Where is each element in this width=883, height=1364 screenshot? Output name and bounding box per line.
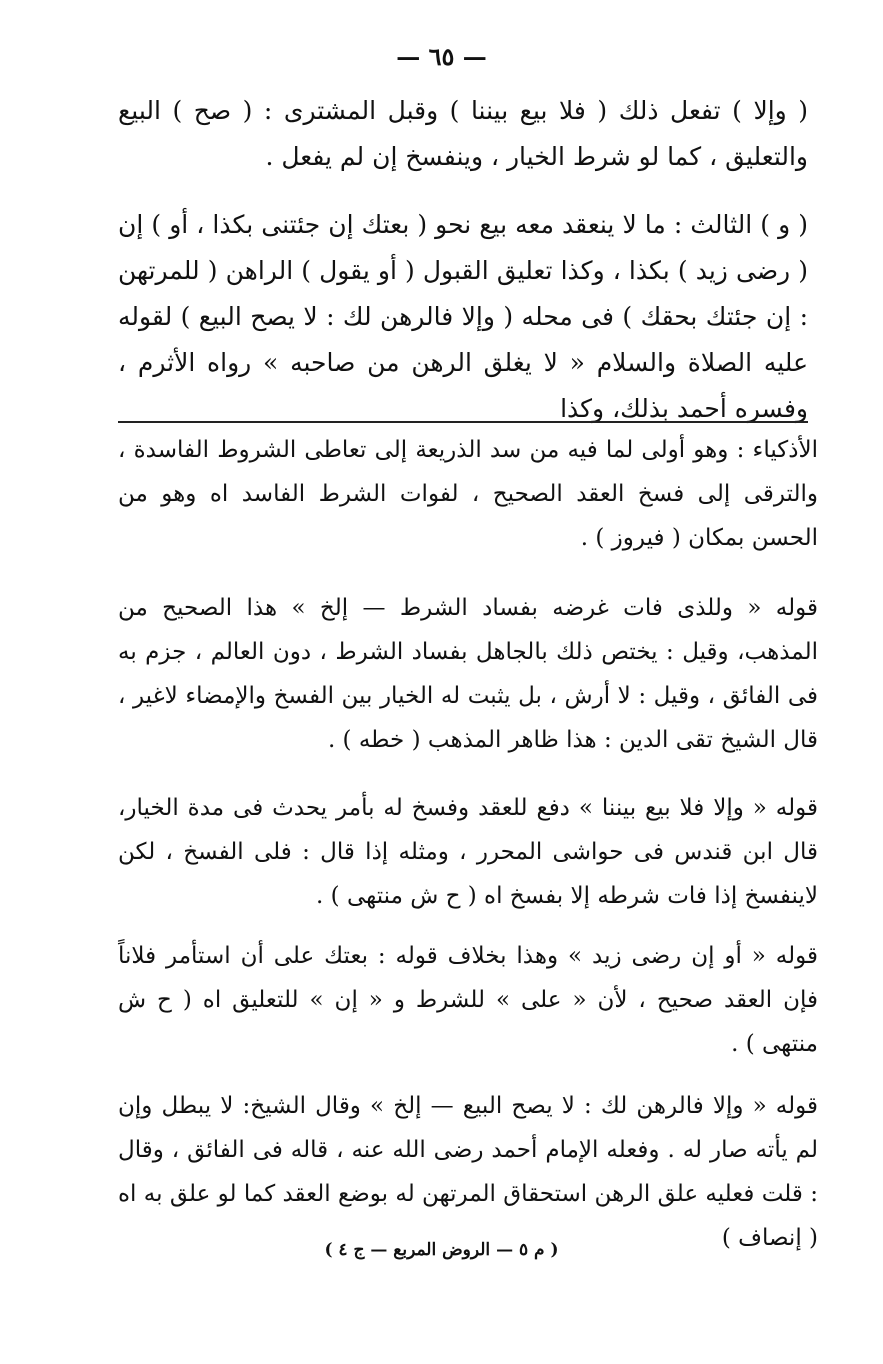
page-number: — ٦٥ — [396, 42, 487, 71]
main-paragraph: ( و ) الثالث : ما لا ينعقد معه بيع نحو ( بعتك إن جئتنى بكذا ، أو ) إن ( رضى زيد ) بكذا ، وكذا تعليق القبول ( أو يقول ) الراهن ( للمرتهن : إن جئتك بحقك ) فى محله ( وإلا فالرهن لك : لا يصح البيع ) لقوله عليه الصلاة والسلام « لا يغلق الرهن من صاحبه » رواه الأثرم ، وفسره أحمد بذلك، وكذا [118, 210, 808, 423]
printer-signature: ( م ٥ — الروض المربع — ج ٤ ) [324, 1240, 559, 1260]
footnote: الأذكياء : وهو أولى لما فيه من سد الذريعة إلى تعاطى الشروط الفاسدة ، والترقى إلى فسخ العقد الصحيح ، لفوات الشرط الفاسد اه وهو من الحسن بمكان ( فيروز ) . [118, 437, 818, 551]
footnote: قوله « وللذى فات غرضه بفساد الشرط — إلخ » هذا الصحيح من المذهب، وقيل : يختص ذلك بالجاهل بفساد الشرط ، دون العالم ، جزم به فى الفائق ، وقيل : لا أرش ، بل يثبت له الخيار بين الفسخ والإمضاء لاغير ، قال الشيخ تقى الدين : هذا ظاهر المذهب ( خطه ) . [118, 595, 818, 753]
footnote: قوله « وإلا فلا بيع بيننا » دفع للعقد وفسخ له بأمر يحدث فى مدة الخيار، قال ابن قندس فى حواشى المحرر ، ومثله إذا قال : فلى الفسخ ، لكن لاينفسخ إذا فات شرطه إلا بفسخ اه ( ح ش منتهى ) . [118, 795, 818, 909]
footnote-divider [118, 421, 808, 423]
footnote: قوله « وإلا فالرهن لك : لا يصح البيع — إلخ » وقال الشيخ: لا يبطل وإن لم يأته صار له . وفعله الإمام أحمد رضى الله عنه ، قاله فى الفائق ، وقال : قلت فعليه علق الرهن استحقاق المرتهن له بوضع العقد كما لو علق به اه ( إنصاف ) [118, 1093, 818, 1251]
footnotes [118, 428, 818, 1260]
main-text [118, 88, 808, 432]
main-paragraph: ( وإلا ) تفعل ذلك ( فلا بيع بيننا ) وقبل المشترى : ( صح ) البيع والتعليق ، كما لو شرط الخيار ، وينفسخ إن لم يفعل . [118, 96, 808, 171]
footnote: قوله « أو إن رضى زيد » وهذا بخلاف قوله : بعتك على أن استأمر فلاناً فإن العقد صحيح ، لأن « على » للشرط و « إن » للتعليق اه ( ح ش منتهى ) . [118, 943, 818, 1057]
